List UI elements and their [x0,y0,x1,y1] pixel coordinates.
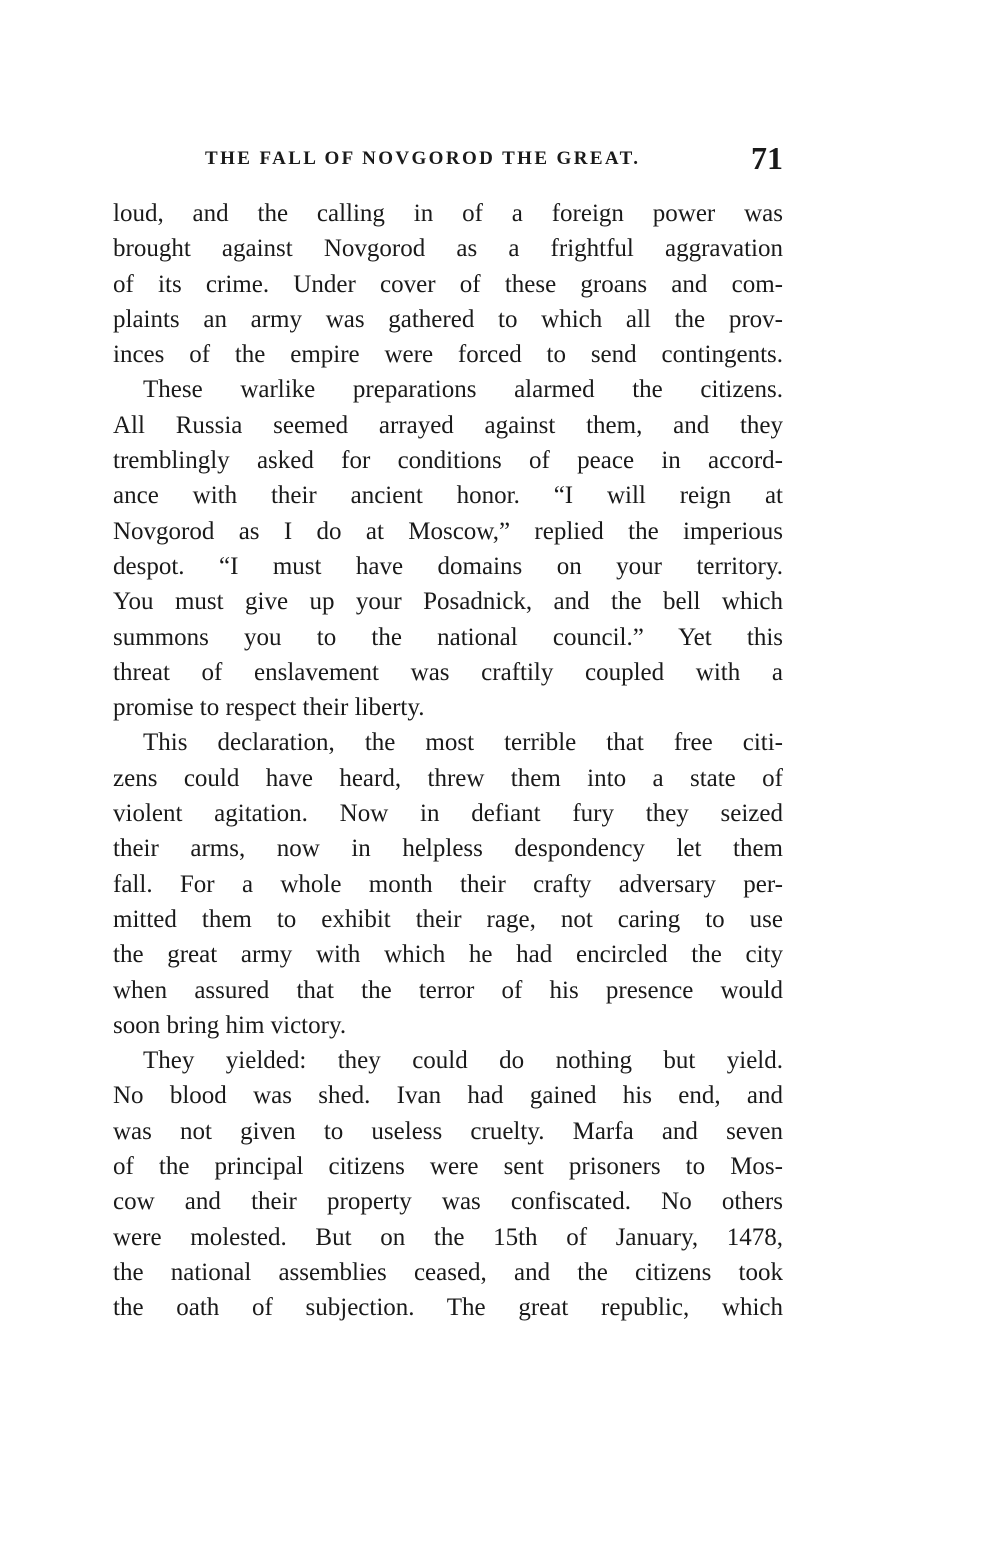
text-line: tremblingly asked for conditions of peace in accord- [113,447,783,475]
text-line: violent agitation. Now in defiant fury they seized [113,800,783,828]
text-line: when assured that the terror of his presence would [113,976,783,1004]
text-line: brought against Novgorod as a frightful aggravation [113,235,783,263]
text-line: mitted them to exhibit their rage, not caring to use [113,905,783,933]
text-line: summons you to the national council.” Yet this [113,623,783,651]
text-line: the oath of subjection. The great republic, which [113,1294,783,1322]
text-line: zens could have heard, threw them into a state of [113,764,783,792]
text-line: You must give up your Posadnick, and the bell which [113,588,783,616]
running-head [113,140,785,180]
text-line: promise to respect their liberty. [113,694,425,722]
text-line: the national assemblies ceased, and the citizens took [113,1258,783,1286]
body-text [113,196,783,1326]
running-title: THE FALL OF NOVGOROD THE GREAT. [205,148,641,169]
text-line: plaints an army was gathered to which all the prov- [113,305,783,333]
text-line: were molested. But on the 15th of January, 1478, [113,1223,783,1251]
text-line: their arms, now in helpless despondency let them [113,835,783,863]
text-line: threat of enslavement was craftily coupled with a [113,658,783,686]
text-line: ance with their ancient honor. “I will reign at [113,482,783,510]
text-line: Novgorod as I do at Moscow,” replied the imperious [113,517,783,545]
text-line: These warlike preparations alarmed the citizens. [143,376,783,404]
text-line: of the principal citizens were sent prisoners to Mos- [113,1153,783,1181]
text-line: soon bring him victory. [113,1011,347,1039]
text-line: This declaration, the most terrible that free citi- [143,729,783,757]
text-line: fall. For a whole month their crafty adversary per- [113,870,783,898]
page-number: 71 [751,140,783,176]
text-line: All Russia seemed arrayed against them, and they [113,411,783,439]
text-line: of its crime. Under cover of these groans and com- [113,270,783,298]
text-line: cow and their property was confiscated. No others [113,1188,783,1216]
text-line: They yielded: they could do nothing but yield. [143,1047,783,1075]
text-line: loud, and the calling in of a foreign power was [113,200,783,227]
text-line: inces of the empire were forced to send contingents. [113,341,783,369]
text-line: No blood was shed. Ivan had gained his end, and [113,1082,783,1110]
text-line: despot. “I must have domains on your territory. [113,552,783,580]
text-line: was not given to useless cruelty. Marfa and seven [113,1117,783,1145]
text-line: the great army with which he had encircled the city [113,941,783,969]
